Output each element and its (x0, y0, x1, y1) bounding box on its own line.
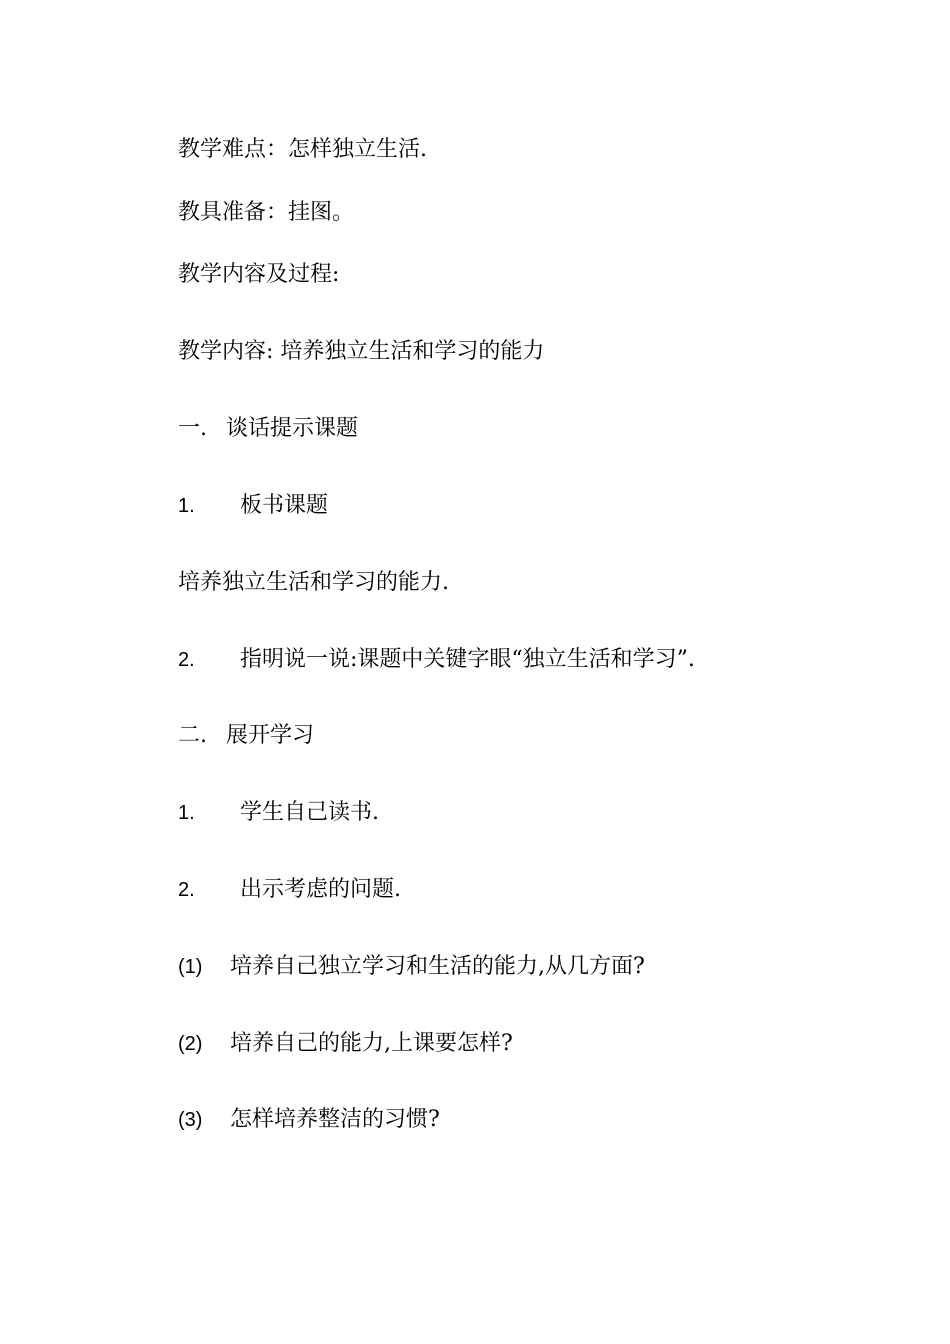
section-marker: 一. (178, 416, 207, 441)
teaching-difficulty: 教学难点：怎样独立生活. (178, 137, 427, 162)
item-marker: 2. (178, 649, 195, 671)
item-marker: 2. (178, 879, 195, 901)
section-heading-1 (178, 415, 358, 443)
section-title: 展开学习 (226, 723, 315, 748)
question-text: 怎样培养整洁的习惯? (230, 1107, 440, 1132)
question-text: 培养自己的能力,上课要怎样? (230, 1031, 513, 1056)
section-marker: 二. (178, 723, 207, 748)
question-item (178, 1106, 440, 1134)
item-text: 学生自己读书. (240, 800, 379, 825)
section-heading-2 (178, 722, 314, 750)
question-text: 培养自己独立学习和生活的能力,从几方面? (230, 954, 645, 979)
question-item (178, 1030, 513, 1058)
item-text: 指明说一说:课题中关键字眼“独立生活和学习”. (240, 647, 695, 672)
item-marker: 1. (178, 495, 195, 517)
teaching-content: 教学内容: 培养独立生活和学习的能力 (178, 339, 545, 364)
question-marker: (2) (178, 1033, 203, 1055)
question-marker: (1) (178, 956, 203, 978)
teaching-tools: 教具准备：挂图。 (178, 200, 355, 225)
item-text: 出示考虑的问题. (240, 877, 401, 902)
list-item (178, 492, 328, 520)
item-marker: 1. (178, 802, 195, 824)
section-title: 谈话提示课题 (226, 416, 359, 441)
question-item (178, 953, 645, 981)
list-item (178, 646, 695, 674)
course-title-text: 培养独立生活和学习的能力. (178, 570, 449, 595)
list-item (178, 876, 401, 904)
list-item (178, 799, 379, 827)
item-text: 板书课题 (240, 493, 329, 518)
question-marker: (3) (178, 1109, 203, 1131)
process-heading: 教学内容及过程: (178, 262, 340, 287)
